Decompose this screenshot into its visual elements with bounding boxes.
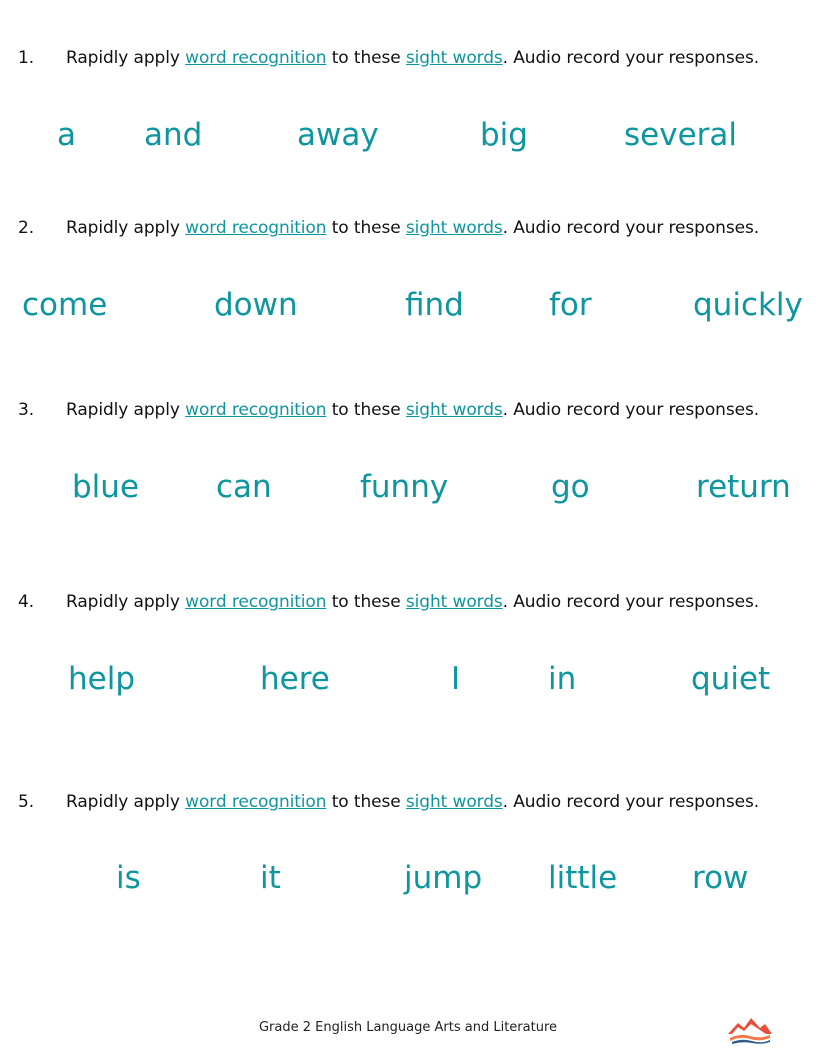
sight-word: for xyxy=(549,287,592,323)
instruction-3 xyxy=(18,400,798,420)
word-recognition-link[interactable]: word recognition xyxy=(185,792,327,812)
footer-title: Grade 2 English Language Arts and Literature xyxy=(258,1020,558,1035)
instruction-suffix: . Audio record your responses. xyxy=(502,592,760,612)
instruction-2 xyxy=(18,218,798,238)
item-number: 1. xyxy=(18,48,35,68)
instruction-1 xyxy=(18,48,798,68)
sight-word: I xyxy=(451,661,461,697)
sight-word: down xyxy=(214,287,298,323)
sight-word: it xyxy=(260,860,281,896)
sight-word: quiet xyxy=(691,661,771,697)
item-number: 5. xyxy=(18,792,35,812)
sight-word: blue xyxy=(72,469,140,505)
sight-word: several xyxy=(624,117,737,153)
sight-word: little xyxy=(548,860,618,896)
word-recognition-link[interactable]: word recognition xyxy=(185,592,327,612)
sight-word: a xyxy=(57,117,76,153)
instruction-middle: to these xyxy=(326,400,406,420)
mountain-logo-icon xyxy=(726,1014,774,1044)
sight-word: row xyxy=(692,860,749,896)
sight-word: big xyxy=(480,117,528,153)
instruction-prefix: Rapidly apply xyxy=(66,400,186,420)
instruction-5 xyxy=(18,792,798,812)
instruction-middle: to these xyxy=(326,792,406,812)
item-number: 3. xyxy=(18,400,35,420)
sight-word: come xyxy=(22,287,108,323)
instruction-suffix: . Audio record your responses. xyxy=(502,400,760,420)
sight-words-link[interactable]: sight words xyxy=(405,48,503,68)
sight-words-link[interactable]: sight words xyxy=(405,218,503,238)
sight-words-link[interactable]: sight words xyxy=(405,792,503,812)
sight-word: away xyxy=(297,117,379,153)
instruction-prefix: Rapidly apply xyxy=(66,592,186,612)
sight-word: quickly xyxy=(693,287,803,323)
instruction-suffix: . Audio record your responses. xyxy=(502,792,760,812)
sight-words-link[interactable]: sight words xyxy=(405,592,503,612)
sight-word: is xyxy=(116,860,141,896)
instruction-middle: to these xyxy=(326,218,406,238)
sight-word: jump xyxy=(404,860,483,896)
sight-word: in xyxy=(548,661,577,697)
word-recognition-link[interactable]: word recognition xyxy=(185,218,327,238)
word-recognition-link[interactable]: word recognition xyxy=(185,400,327,420)
instruction-suffix: . Audio record your responses. xyxy=(502,48,760,68)
instruction-middle: to these xyxy=(326,48,406,68)
item-number: 4. xyxy=(18,592,35,612)
sight-word: find xyxy=(405,287,464,323)
word-recognition-link[interactable]: word recognition xyxy=(185,48,327,68)
instruction-prefix: Rapidly apply xyxy=(66,48,186,68)
sight-word: go xyxy=(551,469,590,505)
sight-word: help xyxy=(68,661,136,697)
instruction-4 xyxy=(18,592,798,612)
item-number: 2. xyxy=(18,218,35,238)
sight-word: and xyxy=(144,117,203,153)
instruction-prefix: Rapidly apply xyxy=(66,218,186,238)
instruction-suffix: . Audio record your responses. xyxy=(502,218,760,238)
sight-word: funny xyxy=(360,469,449,505)
instruction-middle: to these xyxy=(326,592,406,612)
sight-word: return xyxy=(696,469,791,505)
instruction-prefix: Rapidly apply xyxy=(66,792,186,812)
sight-word: can xyxy=(216,469,272,505)
mountain-logo-svg xyxy=(726,1014,774,1044)
sight-word: here xyxy=(260,661,330,697)
sight-words-link[interactable]: sight words xyxy=(405,400,503,420)
